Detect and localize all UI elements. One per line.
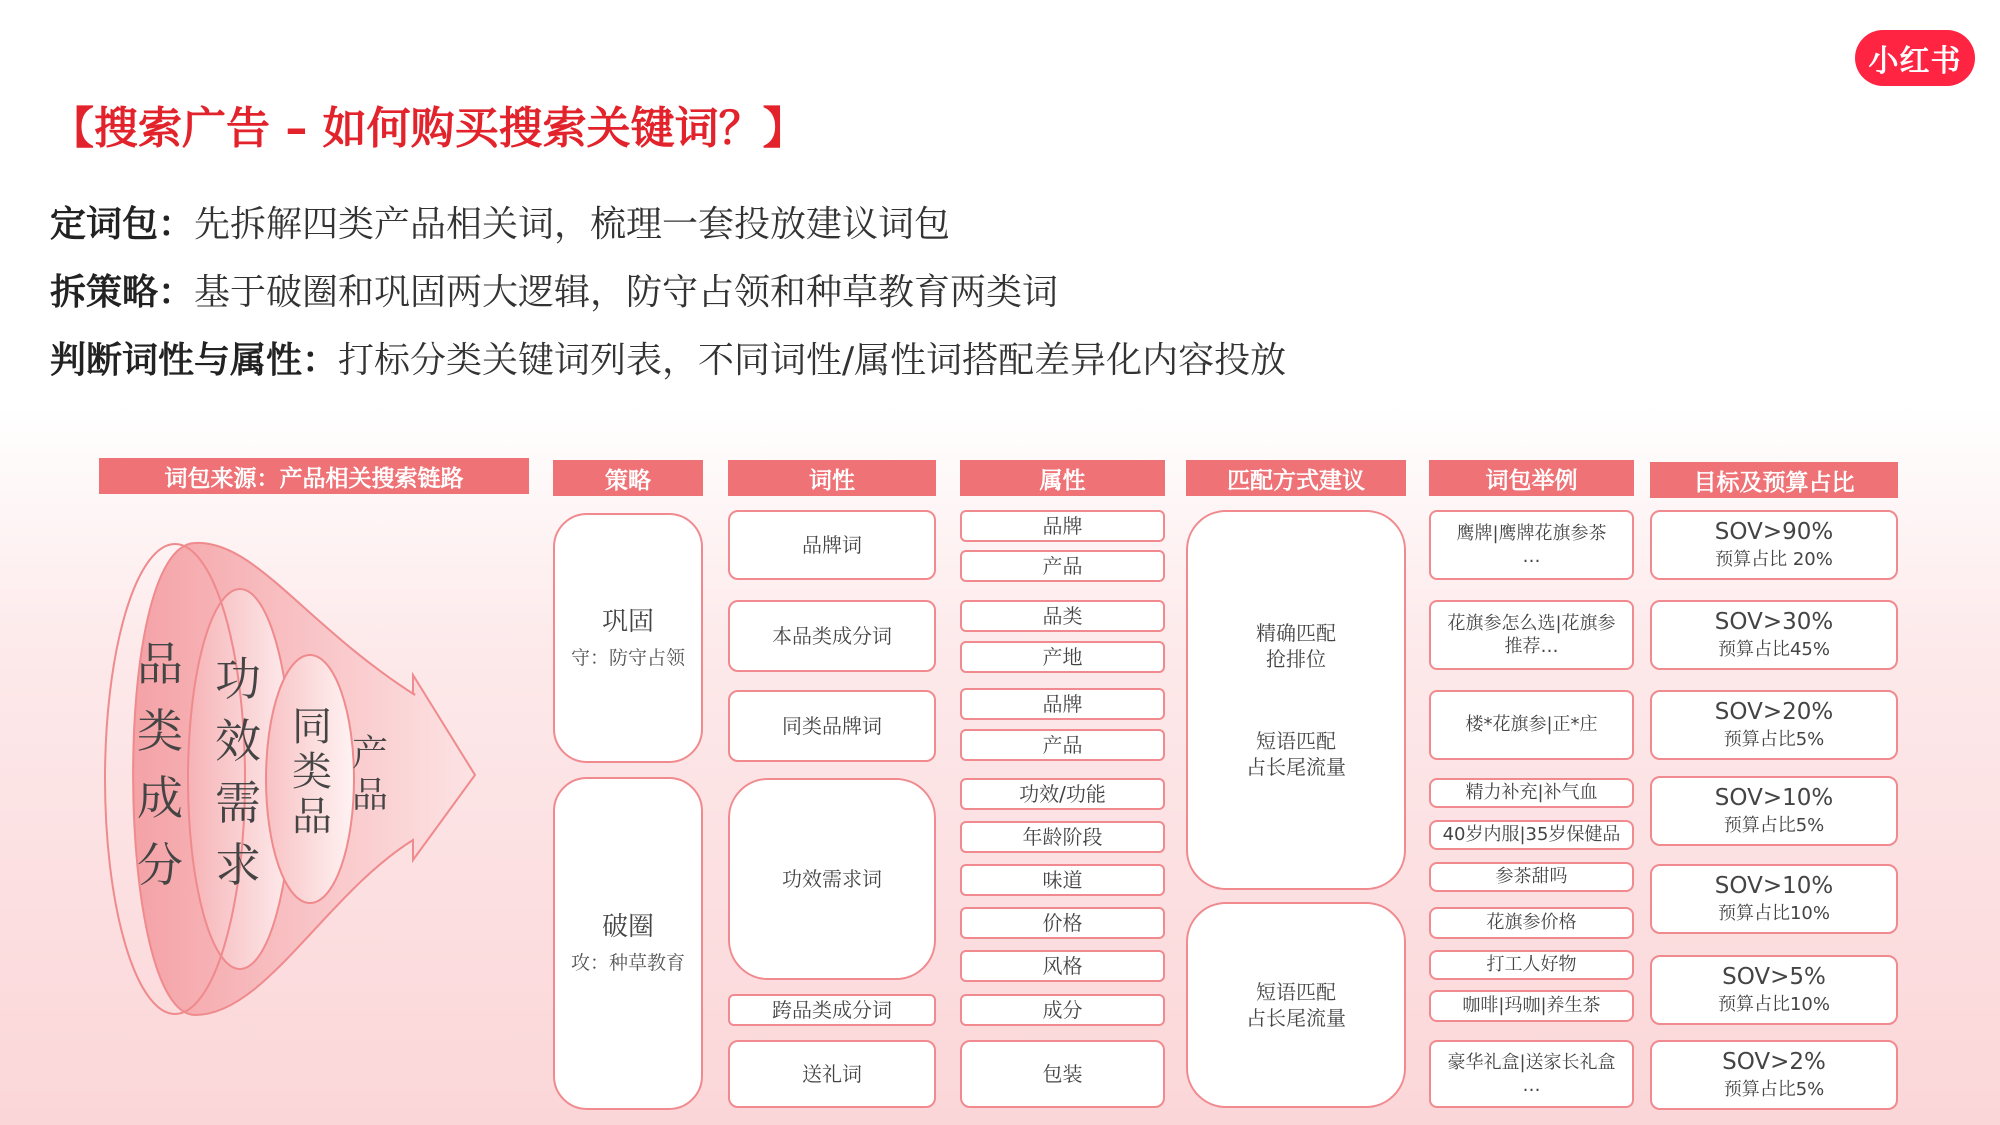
header-wordtype: 词性: [728, 460, 936, 496]
wordtype-label: 跨品类成分词: [772, 998, 892, 1022]
attribute-box: [960, 994, 1165, 1026]
goal-sov: SOV>10%: [1714, 873, 1834, 900]
attribute-label: 产品: [1042, 733, 1083, 757]
strategy-sub: 守：防守占领: [570, 646, 685, 669]
attribute-label: 成分: [1042, 998, 1083, 1022]
funnel-l2-char: 效: [215, 714, 261, 768]
goal-box: [1650, 510, 1898, 580]
header-match: 匹配方式建议: [1186, 460, 1406, 496]
funnel-l4-char: 产: [351, 733, 389, 774]
funnel-l3-char: 类: [292, 749, 332, 795]
attribute-box: [960, 950, 1165, 982]
example-line: 精力补充|补气血: [1465, 782, 1598, 804]
goal-sov: SOV>90%: [1714, 519, 1834, 546]
example-box: [1429, 778, 1634, 808]
wordtype-box: [728, 690, 936, 762]
example-line: 参茶甜吗: [1495, 866, 1568, 888]
attribute-box: [960, 1040, 1165, 1108]
line-label: 定词包：: [50, 204, 195, 245]
example-box: [1429, 1040, 1634, 1108]
funnel-l1-char: 品: [137, 637, 183, 691]
example-line: 豪华礼盒|送家长礼盒: [1447, 1051, 1616, 1073]
goal-budget: 预算占比 20%: [1715, 549, 1833, 571]
funnel-l3-char: 品: [292, 794, 332, 840]
funnel-diagram: [95, 535, 485, 1025]
header-strategy: 策略: [553, 460, 703, 496]
attribute-box: [960, 729, 1165, 761]
goal-budget: 预算占比5%: [1723, 729, 1825, 751]
wordtype-label: 品牌词: [802, 533, 862, 557]
goal-box: [1650, 600, 1898, 670]
goal-box: [1650, 955, 1898, 1025]
example-line: …: [1522, 546, 1541, 567]
goal-budget: 预算占比10%: [1717, 994, 1830, 1016]
wordtype-label: 同类品牌词: [782, 714, 882, 738]
goal-budget: 预算占比5%: [1723, 1079, 1825, 1101]
attribute-label: 产品: [1042, 554, 1083, 578]
attribute-label: 价格: [1042, 911, 1083, 935]
strategy-consolidate: [553, 513, 703, 763]
strategy-sub: 攻：种草教育: [570, 952, 685, 975]
match-text: 抢排位: [1266, 647, 1326, 671]
attribute-box: [960, 821, 1165, 853]
example-box: [1429, 907, 1634, 939]
line-define-package: [50, 196, 950, 247]
attribute-box: [960, 641, 1165, 673]
match-text: 短语匹配: [1256, 729, 1336, 753]
attribute-box: [960, 778, 1165, 810]
example-line: 打工人好物: [1486, 954, 1577, 976]
example-line: 花旗参怎么选|花旗参: [1447, 612, 1616, 634]
goal-sov: SOV>5%: [1722, 964, 1826, 991]
wordtype-box: [728, 994, 936, 1026]
line-text: 基于破圈和巩固两大逻辑，防守占领和种草教育两类词: [194, 272, 1059, 313]
wordtype-box: [728, 510, 936, 580]
example-box: [1429, 990, 1634, 1022]
example-box: [1429, 820, 1634, 850]
attribute-label: 风格: [1042, 954, 1083, 978]
match-text: 精确匹配: [1256, 621, 1336, 645]
wordtype-box: [728, 778, 936, 980]
attribute-box: [960, 864, 1165, 896]
xiaohongshu-logo: 小红书: [1855, 30, 1975, 86]
attribute-box: [960, 907, 1165, 939]
example-line: 咖啡|玛咖|养生茶: [1462, 995, 1601, 1017]
goal-box: [1650, 776, 1898, 846]
attribute-label: 功效/功能: [1019, 782, 1106, 806]
header-attribute: 属性: [960, 460, 1165, 496]
funnel-l4-char: 品: [351, 775, 389, 816]
funnel-l2-char: 求: [215, 838, 261, 892]
funnel-l2-char: 需: [215, 776, 261, 830]
attribute-box: [960, 600, 1165, 632]
attribute-box: [960, 550, 1165, 582]
wordtype-box: [728, 1040, 936, 1108]
example-line: 楼*花旗参|正*庄: [1465, 714, 1598, 736]
strategy-name: 巩固: [601, 606, 654, 637]
example-box: [1429, 600, 1634, 670]
line-wordtype: [50, 332, 1286, 383]
line-label: 判断词性与属性：: [50, 340, 339, 381]
goal-sov: SOV>2%: [1722, 1049, 1826, 1076]
match-box-top: [1186, 510, 1406, 890]
goal-budget: 预算占比5%: [1723, 815, 1825, 837]
wordtype-label: 送礼词: [802, 1062, 862, 1086]
wordtype-label: 功效需求词: [782, 867, 882, 891]
header-source: 词包来源：产品相关搜索链路: [99, 458, 529, 494]
example-line: 鹰牌|鹰牌花旗参茶: [1456, 522, 1607, 544]
goal-sov: SOV>30%: [1714, 609, 1834, 636]
example-box: [1429, 690, 1634, 760]
goal-budget: 预算占比45%: [1717, 639, 1830, 661]
wordtype-box: [728, 600, 936, 672]
example-line: 推荐…: [1504, 636, 1559, 657]
attribute-label: 年龄阶段: [1022, 825, 1103, 849]
goal-box: [1650, 1040, 1898, 1110]
header-goal: 目标及预算占比: [1650, 462, 1898, 498]
match-text: 短语匹配: [1256, 980, 1336, 1004]
example-box: [1429, 862, 1634, 892]
match-text: 占长尾流量: [1246, 1006, 1346, 1030]
page-title: 【搜索广告 – 如何购买搜索关键词？】: [50, 103, 807, 154]
funnel-l1-char: 分: [137, 838, 183, 892]
example-line: …: [1522, 1075, 1541, 1096]
attribute-box: [960, 688, 1165, 720]
match-text: 占长尾流量: [1246, 755, 1346, 779]
example-box: [1429, 950, 1634, 980]
goal-budget: 预算占比10%: [1717, 903, 1830, 925]
goal-box: [1650, 690, 1898, 760]
attribute-label: 包装: [1042, 1062, 1083, 1086]
example-box: [1429, 510, 1634, 580]
example-line: 花旗参价格: [1486, 912, 1577, 934]
example-line: 40岁内服|35岁保健品: [1442, 824, 1621, 846]
funnel-l1-char: 成: [137, 771, 183, 825]
header-examples: 词包举例: [1429, 460, 1634, 496]
line-strategy: [50, 264, 1058, 315]
line-text: 打标分类关键词列表，不同词性/属性词搭配差异化内容投放: [338, 340, 1287, 381]
goal-sov: SOV>20%: [1714, 699, 1834, 726]
line-text: 先拆解四类产品相关词，梳理一套投放建议词包: [194, 204, 951, 245]
attribute-box: [960, 510, 1165, 542]
attribute-label: 品类: [1042, 604, 1083, 628]
match-box-bottom: [1186, 902, 1406, 1108]
wordtype-label: 本品类成分词: [772, 624, 892, 648]
strategy-breakout: [553, 777, 703, 1110]
attribute-label: 味道: [1042, 868, 1083, 892]
funnel-l2-char: 功: [215, 652, 261, 706]
attribute-label: 品牌: [1042, 692, 1083, 716]
strategy-name: 破圈: [601, 912, 654, 943]
goal-sov: SOV>10%: [1714, 785, 1834, 812]
attribute-label: 产地: [1042, 645, 1083, 669]
funnel-l3-char: 同: [292, 704, 332, 750]
goal-box: [1650, 864, 1898, 934]
funnel-l1-char: 类: [137, 704, 183, 758]
attribute-label: 品牌: [1042, 514, 1083, 538]
line-label: 拆策略：: [50, 272, 195, 313]
